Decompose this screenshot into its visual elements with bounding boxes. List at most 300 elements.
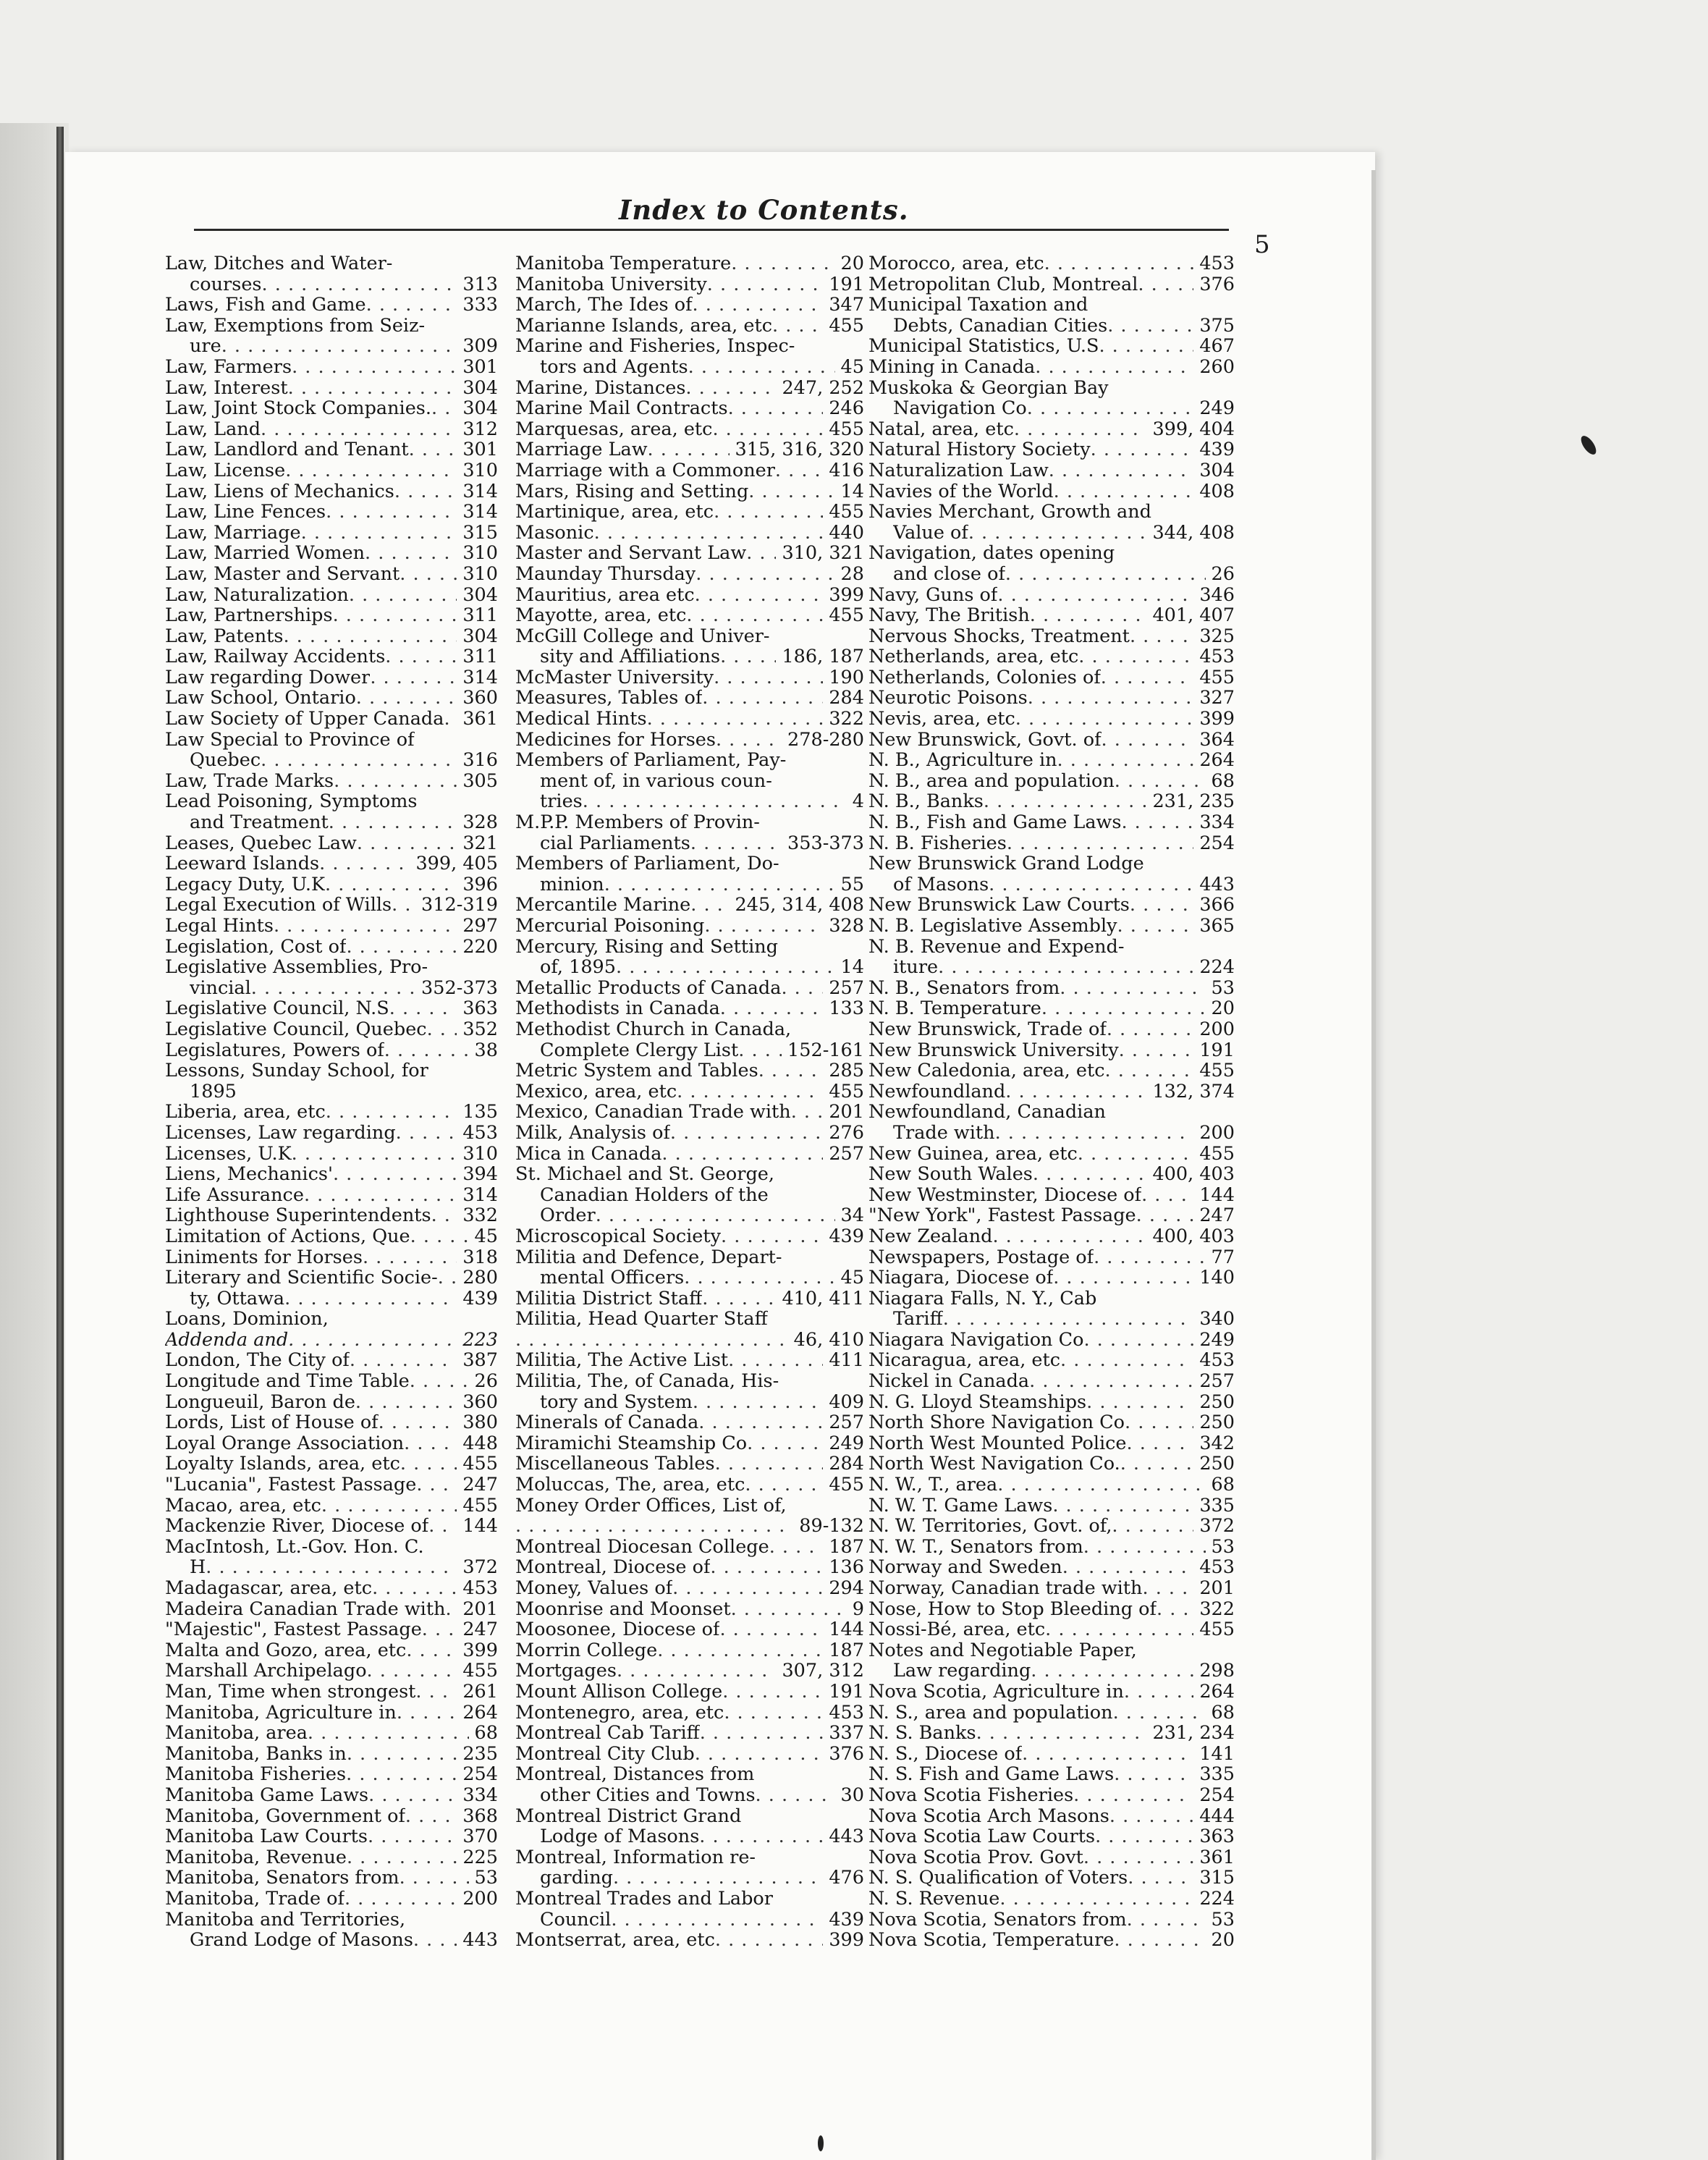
index-entry — [868, 750, 1235, 771]
entry-text: Mexico, area, etc — [515, 1081, 677, 1102]
entry-page: 453 — [1199, 1556, 1235, 1579]
entry-page: 455 — [462, 1494, 498, 1516]
entry-text: Liniments for Horses — [165, 1246, 363, 1268]
entry-text: Law Special to Province of — [165, 729, 415, 751]
leader-dots — [976, 1723, 1147, 1744]
entry-page: 200 — [1199, 1018, 1235, 1040]
leader-dots — [992, 1226, 1146, 1247]
entry-text: minion — [540, 874, 604, 895]
entry-page: 443 — [1199, 873, 1235, 895]
leader-dots — [515, 1516, 793, 1537]
entry-page: 26 — [1211, 562, 1235, 585]
leader-dots — [274, 916, 457, 937]
index-entry — [515, 874, 864, 895]
leader-dots — [368, 1785, 457, 1806]
index-entry — [515, 605, 864, 626]
entry-text: and close of — [893, 563, 1005, 585]
index-entry — [165, 1806, 498, 1827]
leader-dots — [604, 874, 835, 895]
entry-text: Loyal Orange Association — [165, 1433, 405, 1454]
entry-page: 89-132 — [799, 1515, 864, 1537]
leader-dots — [1078, 646, 1193, 667]
entry-text: Natural History Society — [868, 439, 1091, 460]
entry-text: March, The Ides of — [515, 295, 693, 316]
entry-text: Law, Partnerships — [165, 605, 333, 626]
entry-page: 305 — [462, 769, 498, 792]
entry-page: 294 — [829, 1577, 864, 1599]
entry-text: Limitation of Actions, Que — [165, 1225, 410, 1247]
entry-page: 38 — [474, 1039, 498, 1061]
entry-text: Money Order Offices, List of, — [515, 1495, 787, 1516]
leader-dots — [769, 1537, 824, 1558]
index-entry — [165, 998, 498, 1019]
entry-text: Lighthouse Superintendents — [165, 1205, 431, 1226]
entry-page: 376 — [1199, 273, 1235, 295]
index-entry — [165, 750, 498, 771]
entry-page: 375 — [1199, 314, 1235, 337]
index-column-1 — [165, 253, 498, 1951]
leader-dots — [1101, 667, 1194, 688]
entry-page: 132, 374 — [1152, 1080, 1235, 1102]
entry-page: 133 — [829, 997, 864, 1020]
index-entry — [165, 1330, 498, 1351]
entry-text: Montserrat, area, etc — [515, 1930, 715, 1951]
leader-dots — [758, 1060, 824, 1081]
index-entry — [515, 1495, 864, 1516]
leader-dots — [304, 1185, 457, 1206]
entry-page: 250 — [1199, 1412, 1235, 1434]
leader-dots — [333, 605, 457, 626]
entry-text: Netherlands, area, etc — [868, 646, 1079, 667]
leader-dots — [1127, 1910, 1206, 1931]
entry-page: 278-280 — [787, 728, 864, 751]
index-entry — [515, 378, 864, 399]
entry-page: 250 — [1199, 1453, 1235, 1475]
index-entry — [515, 419, 864, 440]
leader-dots — [1049, 460, 1194, 481]
entry-text: Addenda and — [165, 1329, 289, 1351]
index-entry — [165, 378, 498, 399]
entry-text: Morrin College — [515, 1640, 658, 1661]
index-entry — [165, 1309, 498, 1330]
leader-dots — [410, 1226, 469, 1247]
index-entry — [165, 874, 498, 895]
leader-dots — [321, 1495, 457, 1516]
entry-text: Marriage with a Commoner — [515, 460, 775, 481]
index-entry — [515, 1060, 864, 1081]
entry-text: North West Navigation Co. — [868, 1454, 1120, 1475]
entry-page: 455 — [829, 604, 864, 627]
index-entry — [165, 1040, 498, 1061]
entry-text: Neurotic Poisons — [868, 688, 1028, 709]
entry-text: Manitoba Law Courts — [165, 1826, 368, 1847]
index-entry — [515, 564, 864, 585]
index-entry — [165, 1267, 498, 1288]
leader-dots — [301, 523, 457, 544]
entry-page: 408 — [1199, 480, 1235, 502]
entry-page: 264 — [1199, 749, 1235, 772]
leader-dots — [349, 585, 457, 606]
entry-page: 321 — [462, 832, 498, 854]
entry-page: 396 — [462, 873, 498, 895]
entry-text: Manitoba Fisheries — [165, 1764, 347, 1785]
entry-page: 439 — [1199, 439, 1235, 461]
index-entry — [868, 1350, 1235, 1371]
entry-page: 249 — [829, 1432, 864, 1454]
leader-dots — [221, 336, 457, 357]
entry-text: vincial — [190, 977, 251, 999]
leader-dots — [262, 274, 457, 295]
entry-page: 455 — [1199, 1060, 1235, 1082]
entry-page: 353-373 — [787, 832, 864, 854]
entry-page: 235 — [462, 1742, 498, 1765]
leader-dots — [721, 1226, 823, 1247]
leader-dots — [747, 1433, 823, 1454]
entry-text: N. B. Legislative Assembly — [868, 916, 1117, 937]
index-entry — [165, 1785, 498, 1806]
index-entry — [165, 1433, 498, 1454]
entry-text: ment of, in various coun- — [540, 770, 772, 792]
index-entry — [165, 1454, 498, 1475]
entry-text: mental Officers — [540, 1267, 685, 1288]
entry-page: 220 — [462, 935, 498, 958]
index-entry — [868, 585, 1235, 606]
leader-dots — [984, 791, 1147, 812]
index-entry — [165, 1205, 498, 1226]
leader-dots — [699, 1826, 823, 1847]
entry-page: 314 — [462, 1184, 498, 1206]
entry-text: Law, Marriage — [165, 522, 301, 544]
entry-text: Law, Railway Accidents — [165, 646, 386, 667]
entry-text: Law, Married Women — [165, 543, 365, 564]
entry-text: Legal Execution of Wills — [165, 895, 392, 916]
leader-dots — [431, 398, 457, 419]
entry-page: 313 — [462, 273, 498, 295]
index-entry — [868, 1019, 1235, 1040]
index-entry — [868, 1723, 1235, 1744]
entry-text: Loans, Dominion, — [165, 1309, 329, 1330]
entry-text: Nova Scotia Prov. Govt — [868, 1847, 1083, 1868]
leader-dots — [392, 895, 415, 916]
entry-text: Montreal, Information re- — [515, 1847, 756, 1868]
entry-text: Navies of the World — [868, 481, 1054, 502]
entry-page: 304 — [462, 625, 498, 647]
entry-page: 304 — [462, 397, 498, 420]
leader-dots — [997, 1475, 1205, 1495]
entry-text: Metallic Products of Canada — [515, 977, 782, 999]
leader-dots — [714, 502, 823, 523]
entry-page: 416 — [829, 459, 864, 481]
entry-page: 261 — [462, 1680, 498, 1703]
leader-dots — [355, 1392, 457, 1413]
leader-dots — [363, 1247, 457, 1268]
index-entry — [868, 439, 1235, 460]
leader-dots — [1041, 998, 1206, 1019]
index-entry — [868, 1226, 1235, 1247]
index-entry — [165, 791, 498, 812]
entry-text: Complete Clergy List — [540, 1039, 739, 1061]
entry-page: 304 — [1199, 459, 1235, 481]
index-entry — [165, 316, 498, 337]
entry-page: 55 — [840, 873, 864, 895]
leader-dots — [308, 1723, 469, 1744]
index-entry — [515, 1019, 864, 1040]
leader-dots — [399, 1868, 469, 1889]
index-entry — [868, 853, 1235, 874]
index-entry — [515, 1910, 864, 1931]
index-entry — [165, 253, 498, 274]
leader-dots — [712, 419, 823, 440]
entry-text: Manitoba Temperature — [515, 253, 732, 274]
index-entry — [515, 1847, 864, 1868]
leader-dots — [346, 1764, 457, 1785]
entry-page: 310 — [462, 459, 498, 481]
index-entry — [165, 771, 498, 792]
index-entry — [868, 1144, 1235, 1165]
leader-dots — [389, 998, 457, 1019]
entry-page: 455 — [1199, 1619, 1235, 1641]
entry-text: Niagara, Diocese of — [868, 1267, 1054, 1288]
leader-dots — [356, 688, 457, 709]
entry-page: 276 — [829, 1121, 864, 1144]
index-entry — [868, 667, 1235, 688]
entry-text: Manitoba, Government of — [165, 1805, 405, 1827]
entry-text: McMaster University — [515, 667, 714, 688]
leader-dots — [404, 1433, 457, 1454]
entry-text: Minerals of Canada — [515, 1412, 699, 1433]
entry-page: 246 — [829, 397, 864, 420]
index-entry — [515, 523, 864, 544]
leader-dots — [690, 833, 782, 854]
entry-text: Law, Ditches and Water- — [165, 253, 393, 274]
entry-text: Maunday Thursday — [515, 563, 696, 585]
leader-dots — [329, 812, 457, 833]
entry-text: Marquesas, area, etc — [515, 418, 713, 440]
index-entry — [515, 1516, 864, 1537]
leader-dots — [292, 1144, 457, 1165]
leader-dots — [368, 1826, 457, 1847]
entry-page: 310 — [462, 562, 498, 585]
entry-text: Marriage Law — [515, 439, 648, 460]
leader-dots — [394, 481, 457, 502]
entry-page: 400, 403 — [1152, 1163, 1235, 1186]
index-entry — [515, 1371, 864, 1392]
entry-text: Legal Hints — [165, 916, 274, 937]
leader-dots — [1060, 978, 1205, 999]
leader-dots — [326, 502, 457, 523]
leader-dots — [1005, 1081, 1146, 1102]
leader-dots — [995, 1123, 1194, 1144]
entry-text: Municipal Statistics, U.S — [868, 336, 1099, 357]
leader-dots — [1119, 1040, 1194, 1061]
entry-page: 310 — [462, 1142, 498, 1165]
entry-page: 201 — [462, 1598, 498, 1620]
index-entry — [868, 605, 1235, 626]
leader-dots — [1054, 481, 1194, 502]
leader-dots — [416, 1475, 457, 1495]
entry-text: N. B., Agriculture in — [868, 750, 1057, 771]
entry-page: 455 — [829, 501, 864, 523]
leader-dots — [365, 543, 457, 564]
leader-dots — [695, 1744, 824, 1765]
entry-text: Netherlands, Colonies of — [868, 667, 1101, 688]
leader-dots — [1104, 1060, 1193, 1081]
entry-text: New Westminster, Diocese of — [868, 1184, 1142, 1206]
index-entry — [165, 502, 498, 523]
entry-page: 453 — [829, 1701, 864, 1724]
leader-dots — [385, 646, 457, 667]
entry-text: Milk, Analysis of — [515, 1122, 670, 1144]
entry-page: 399 — [829, 1929, 864, 1952]
entry-text: Law regarding — [893, 1661, 1031, 1682]
entry-text: New South Wales — [868, 1164, 1033, 1185]
entry-page: 409 — [829, 1391, 864, 1413]
index-entry — [868, 1371, 1235, 1392]
entry-text: New Guinea, area, etc — [868, 1143, 1078, 1165]
leader-dots — [251, 978, 415, 999]
entry-text: tory and System — [540, 1391, 693, 1413]
index-entry — [165, 1102, 498, 1123]
leader-dots — [684, 1267, 834, 1288]
index-entry — [165, 564, 498, 585]
index-entry — [515, 1205, 864, 1226]
entry-page: 372 — [1199, 1515, 1235, 1537]
index-entry — [868, 833, 1235, 854]
index-entry — [868, 502, 1235, 523]
entry-text: Militia and Defence, Depart- — [515, 1246, 782, 1268]
entry-text: ure — [190, 336, 221, 357]
index-entry — [515, 1123, 864, 1144]
index-entry — [165, 1060, 498, 1081]
entry-text: tors and Agents — [540, 356, 688, 378]
entry-text: Liens, Mechanics' — [165, 1164, 333, 1185]
index-entry — [868, 978, 1235, 999]
entry-page: 312-319 — [421, 894, 498, 916]
index-entry — [868, 791, 1235, 812]
leader-dots — [1030, 605, 1147, 626]
leader-dots — [410, 1371, 469, 1392]
leader-dots — [350, 1350, 457, 1371]
entry-page: 453 — [1199, 253, 1235, 274]
entry-text: New Brunswick Grand Lodge — [868, 853, 1144, 874]
entry-page: 318 — [462, 1246, 498, 1268]
entry-page: 28 — [840, 562, 864, 585]
index-entry — [165, 1930, 498, 1951]
entry-text: N. B. Temperature — [868, 998, 1041, 1019]
entry-text: M.P.P. Members of Provin- — [515, 812, 760, 833]
leader-dots — [707, 274, 824, 295]
entry-text: ty, Ottawa — [190, 1288, 285, 1309]
entry-page: 223 — [462, 1328, 498, 1351]
index-entry — [868, 874, 1235, 895]
entry-text: N. B., Senators from — [868, 977, 1060, 999]
index-entry — [515, 1930, 864, 1951]
entry-text: courses — [190, 274, 262, 295]
entry-text: Natal, area, etc — [868, 418, 1014, 440]
entry-text: Montreal District Grand — [515, 1805, 742, 1827]
entry-text: Montreal, Diocese of — [515, 1557, 711, 1578]
leader-dots — [693, 1392, 823, 1413]
entry-page: 439 — [462, 1287, 498, 1309]
entry-page: 399, 404 — [1152, 418, 1235, 440]
entry-page: 144 — [462, 1515, 498, 1537]
index-entry — [515, 1475, 864, 1495]
entry-text: Debts, Canadian Cities — [893, 315, 1108, 337]
entry-page: 440 — [829, 521, 864, 544]
leader-dots — [396, 1123, 457, 1144]
entry-text: Methodist Church in Canada, — [515, 1018, 792, 1040]
leader-dots — [372, 1578, 457, 1599]
index-entry — [515, 1392, 864, 1413]
index-entry — [868, 460, 1235, 481]
leader-dots — [613, 1868, 823, 1889]
index-entry — [165, 274, 498, 295]
entry-page: 187 — [829, 1639, 864, 1661]
entry-page: 334 — [1199, 811, 1235, 834]
leader-dots — [1014, 419, 1147, 440]
entry-text: Montreal, Distances from — [515, 1764, 755, 1785]
entry-page: 455 — [829, 314, 864, 337]
index-entry — [868, 1412, 1235, 1433]
leader-dots — [583, 791, 847, 812]
entry-page: 312 — [462, 418, 498, 440]
entry-text: Law, Line Fences — [165, 502, 326, 523]
index-entry — [515, 1868, 864, 1889]
index-entry — [868, 937, 1235, 958]
entry-text: Mining in Canada — [868, 356, 1036, 378]
leader-dots — [695, 585, 824, 606]
entry-text: Manitoba, Agriculture in — [165, 1702, 397, 1724]
entry-text: Manitoba, Revenue — [165, 1847, 347, 1868]
entry-page: 245, 314, 408 — [735, 894, 864, 916]
index-entry — [515, 978, 864, 999]
index-entry — [515, 667, 864, 688]
index-entry — [165, 1889, 498, 1910]
index-entry — [868, 1123, 1235, 1144]
entry-text: Trade with — [893, 1122, 995, 1144]
entry-page: 224 — [1199, 956, 1235, 979]
entry-page: 45 — [840, 355, 864, 378]
leader-dots — [1130, 626, 1193, 647]
index-entry — [868, 1330, 1235, 1351]
leader-dots — [515, 1330, 788, 1351]
entry-page: 301 — [462, 355, 498, 378]
entry-page: 476 — [829, 1867, 864, 1889]
entry-text: Marine and Fisheries, Inspec- — [515, 336, 795, 357]
index-entry — [868, 1889, 1235, 1910]
leader-dots — [1033, 1164, 1147, 1185]
index-entry — [515, 771, 864, 792]
entry-page: 191 — [1199, 1039, 1235, 1061]
entry-text: Nossi-Bé, area, etc — [868, 1619, 1046, 1640]
entry-text: Nickel in Canada — [868, 1371, 1030, 1392]
leader-dots — [397, 1703, 457, 1724]
leader-dots — [1052, 1495, 1193, 1516]
leader-dots — [384, 1040, 469, 1061]
index-entry — [165, 1123, 498, 1144]
index-entry — [868, 916, 1235, 937]
index-entry — [515, 460, 864, 481]
leader-dots — [968, 523, 1147, 544]
entry-page: 332 — [462, 1205, 498, 1227]
entry-text: Mayotte, area, etc — [515, 605, 687, 626]
index-entry — [165, 1723, 498, 1744]
index-entry — [515, 1640, 864, 1661]
entry-page: 399, 405 — [415, 853, 498, 875]
entry-text: New Brunswick, Govt. of — [868, 729, 1102, 751]
entry-page: 309 — [462, 335, 498, 358]
index-entry — [165, 957, 498, 978]
